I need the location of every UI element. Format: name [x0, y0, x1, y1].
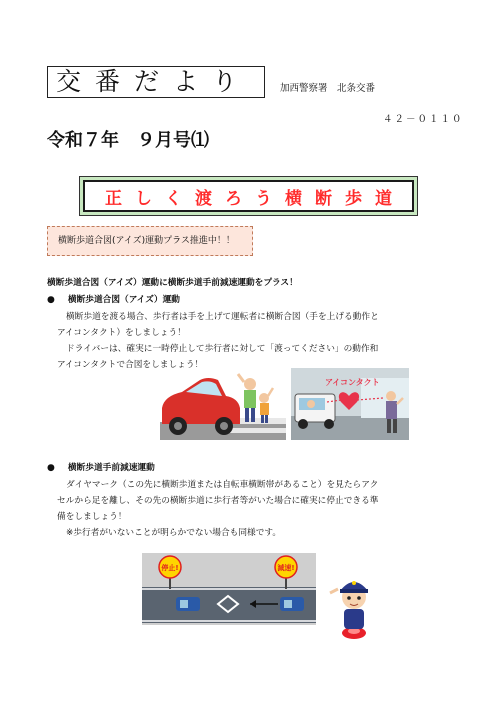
- bullet-icon: ●: [47, 463, 55, 473]
- eye-contact-illustration: [291, 368, 409, 440]
- headline-text: 正しく渡ろう横断歩道: [83, 180, 414, 212]
- section2-line: セルから足を離し、その先の横断歩道に歩行者等がいた場合に確実に停止できる準: [57, 496, 379, 506]
- car-family-illustration: [160, 372, 286, 440]
- section1-line: 横断歩道を渡る場合、歩行者は手を上げて運転者に横断合図（手を上げる動作と: [66, 312, 379, 322]
- intro-line: 横断歩道合図（アイズ）運動に横断歩道手前減速運動をプラス！: [47, 278, 298, 288]
- section2-line: 備をしましょう！: [57, 512, 127, 522]
- organization-name: 加西警察署 北条交番: [280, 83, 376, 94]
- eye-contact-label: アイコンタクト: [325, 378, 380, 387]
- section1-heading-text: 横断歩道合図（アイズ）運動: [67, 295, 180, 305]
- promo-box: 横断歩道合図(アイズ)運動プラス推進中！！: [47, 226, 253, 256]
- document-number: ４２－０１１０: [383, 114, 464, 125]
- bullet-icon: ●: [47, 295, 55, 305]
- section2-heading: [47, 460, 155, 477]
- section1-line: アイコンタクトで合図をしましょう！: [57, 360, 204, 370]
- section2-line: ダイヤマーク（この先に横断歩道または自転車横断帯があること）を見たらアク: [66, 480, 379, 490]
- stop-sign-text: 停止!: [161, 564, 179, 572]
- issue-label: 令和７年 ９月号⑴: [47, 130, 209, 151]
- section1-heading: [47, 292, 180, 309]
- section2-line: ※歩行者がいないことが明らかでない場合も同様です。: [66, 528, 282, 538]
- diamond-mark-road-illustration: [142, 553, 316, 625]
- section1-line: アイコンタクト）をしましょう！: [57, 328, 186, 338]
- headline-banner: [79, 176, 418, 216]
- newsletter-title: 交番だより: [47, 66, 265, 98]
- police-mascot-illustration: [326, 573, 382, 641]
- slow-sign-text: 減速!: [277, 564, 295, 572]
- section2-heading-text: 横断歩道手前減速運動: [67, 463, 155, 473]
- section1-line: ドライバーは、確実に一時停止して歩行者に対して「渡ってください」の動作和: [66, 344, 379, 354]
